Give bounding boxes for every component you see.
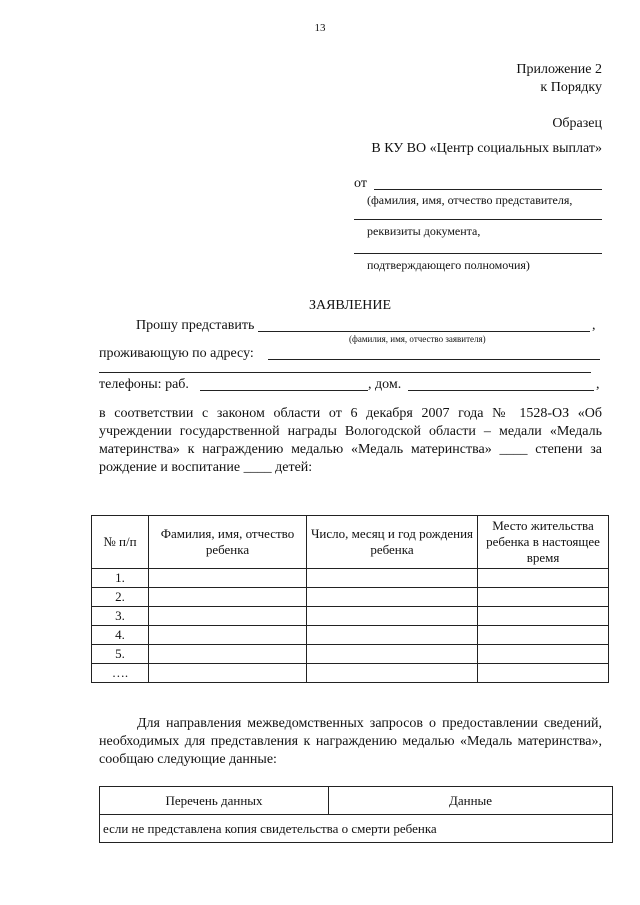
row-number: …. (92, 664, 149, 683)
table-row (92, 569, 609, 588)
residence-cell[interactable] (478, 569, 609, 588)
birth-date-cell[interactable] (307, 664, 478, 683)
child-name-cell[interactable] (149, 588, 307, 607)
birth-date-cell[interactable] (307, 645, 478, 664)
appendix-label: Приложение 2 (516, 62, 602, 77)
body-paragraph: в соответствии с законом области от 6 декабря 2007 года № 1528-ОЗ «Об учреждении государственной награды Вологодской области – медали «Медаль материнства» к награждению медалью «Медаль материнства» ____ степени за рождение и воспитание ____ детей: (99, 406, 602, 475)
child-name-cell[interactable] (149, 664, 307, 683)
col-birth-date: Число, месяц и год рождения ребенка (307, 516, 478, 569)
phones-end: , (596, 377, 600, 392)
table-row (92, 607, 609, 626)
table-row (92, 664, 609, 683)
table-row (92, 645, 609, 664)
birth-date-cell[interactable] (307, 588, 478, 607)
birth-date-cell[interactable] (307, 607, 478, 626)
rep-name-caption: (фамилия, имя, отчество представителя, (367, 193, 573, 207)
rep-line-2[interactable] (354, 219, 602, 220)
order-label: к Порядку (540, 80, 602, 95)
col-residence: Место жительства ребенка в настоящее время (478, 516, 609, 569)
table-row (100, 815, 613, 843)
row-number: 4. (92, 626, 149, 645)
child-name-cell[interactable] (149, 607, 307, 626)
birth-date-cell[interactable] (307, 569, 478, 588)
table-header-row (92, 516, 609, 569)
col-number: № п/п (92, 516, 149, 569)
request-label: Прошу представить (136, 318, 255, 333)
from-label: от (354, 176, 367, 191)
document-title: ЗАЯВЛЕНИЕ (308, 298, 392, 313)
addressee: В КУ ВО «Центр социальных выплат» (371, 141, 602, 156)
page-number: 13 (314, 22, 326, 34)
sample-label: Образец (552, 116, 602, 131)
residence-cell[interactable] (478, 664, 609, 683)
residence-cell[interactable] (478, 626, 609, 645)
table-row (92, 626, 609, 645)
row-number: 2. (92, 588, 149, 607)
data-table-header-row (100, 787, 613, 815)
address-label: проживающую по адресу: (99, 346, 254, 361)
home-phone-label: , дом. (368, 377, 402, 392)
rep-line-3[interactable] (354, 253, 602, 254)
residence-cell[interactable] (478, 607, 609, 626)
row-number: 5. (92, 645, 149, 664)
from-line[interactable] (374, 189, 602, 190)
child-name-cell[interactable] (149, 645, 307, 664)
interdept-paragraph: Для направления межведомственных запросов о предоставлении сведений, необходимых для представления к награждению медалью «Медаль материнства», сообщаю следующие данные: (99, 716, 602, 767)
row-number: 3. (92, 607, 149, 626)
work-phone-line[interactable] (200, 390, 368, 391)
authority-caption: подтверждающего полномочия) (367, 258, 530, 272)
col-child-name: Фамилия, имя, отчество ребенка (149, 516, 307, 569)
address-line-2[interactable] (99, 372, 591, 373)
address-line-1[interactable] (268, 359, 600, 360)
residence-cell[interactable] (478, 588, 609, 607)
request-end: , (592, 318, 596, 333)
child-name-cell[interactable] (149, 626, 307, 645)
col-data-list: Перечень данных (100, 787, 329, 815)
home-phone-line[interactable] (408, 390, 594, 391)
data-row-label: если не представлена копия свидетельства о смерти ребенка (100, 815, 613, 843)
doc-details-caption: реквизиты документа, (367, 224, 481, 238)
data-table (99, 786, 613, 843)
applicant-caption: (фамилия, имя, отчество заявителя) (349, 334, 486, 344)
child-name-cell[interactable] (149, 569, 307, 588)
row-number: 1. (92, 569, 149, 588)
children-table (91, 515, 609, 683)
phones-label: телефоны: раб. (99, 377, 189, 392)
birth-date-cell[interactable] (307, 626, 478, 645)
col-data-values: Данные (329, 787, 613, 815)
applicant-name-line[interactable] (258, 331, 590, 332)
residence-cell[interactable] (478, 645, 609, 664)
table-row (92, 588, 609, 607)
